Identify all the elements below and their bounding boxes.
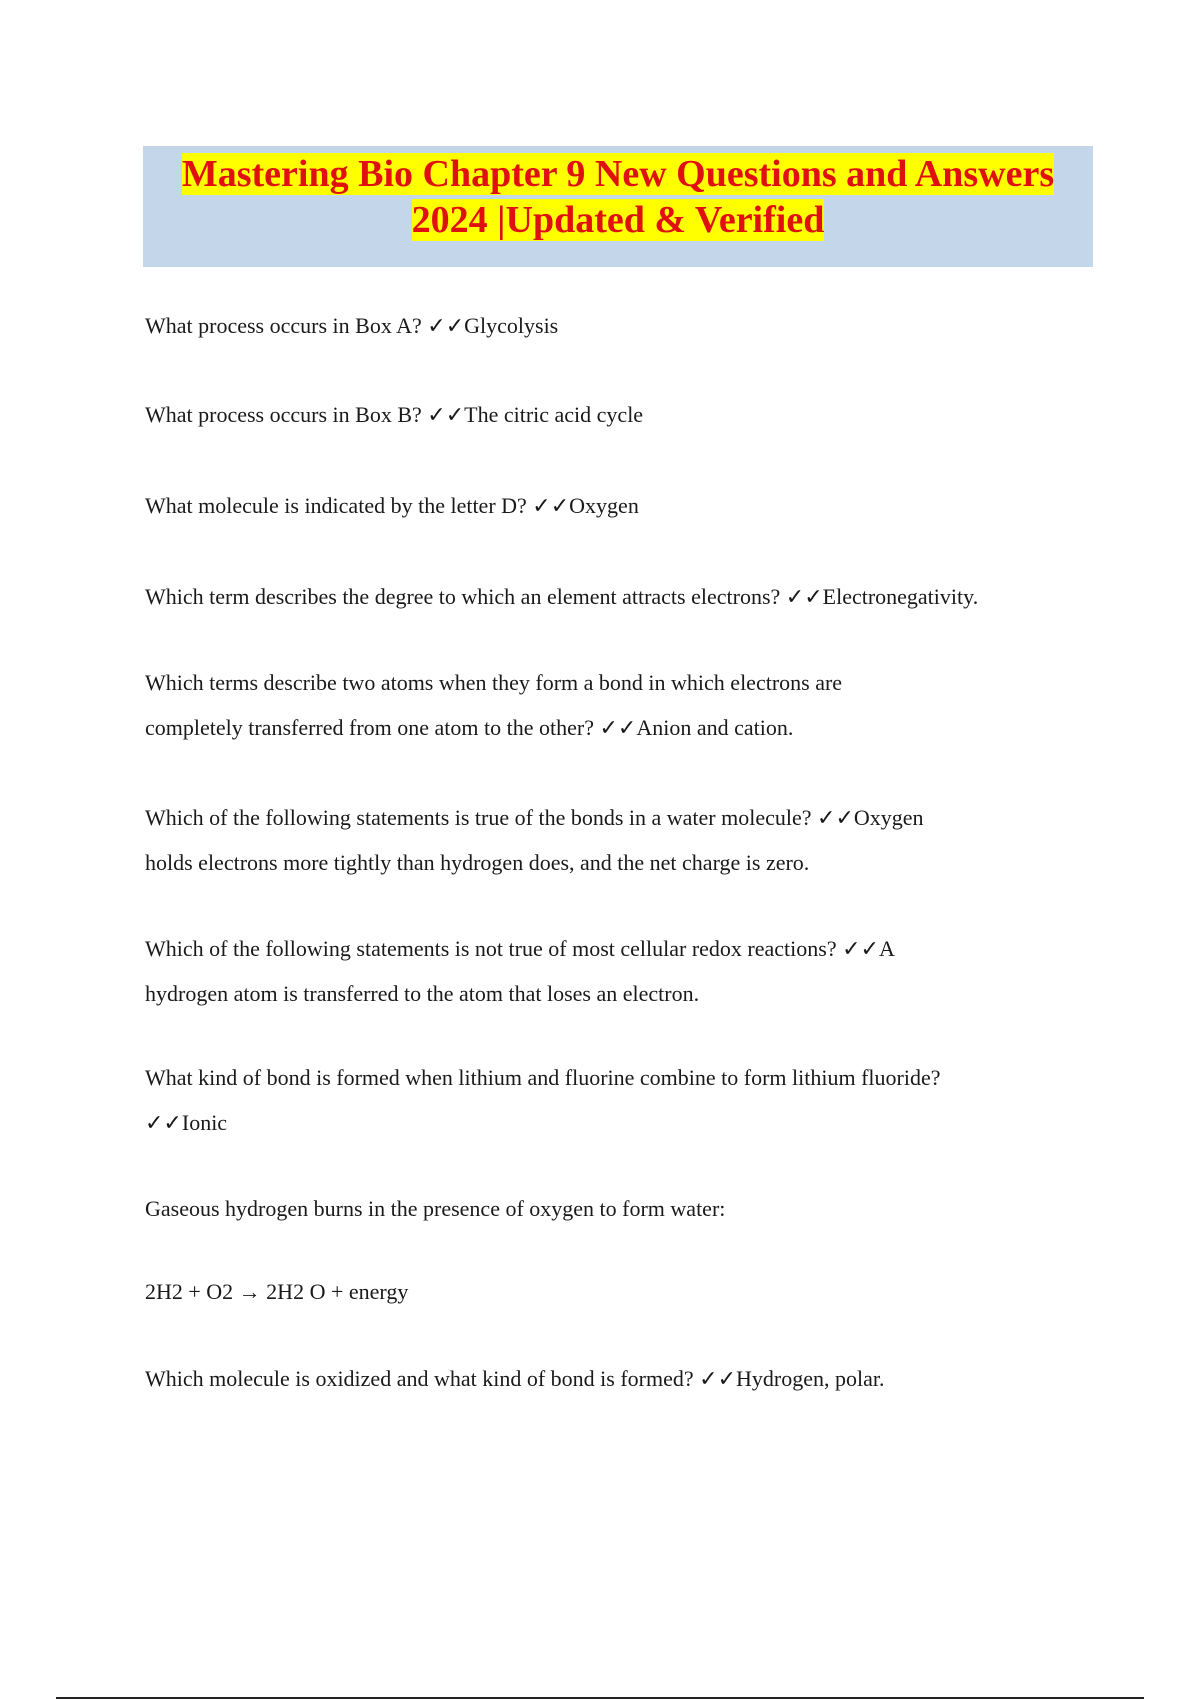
question-answer-line: Which of the following statements is not true of most cellular redox reactions? ✓✓A	[145, 936, 895, 961]
question-answer-line: ✓✓Ionic	[145, 1110, 228, 1135]
question-answer-line: completely transferred from one atom to the other? ✓✓Anion and cation.	[145, 715, 794, 740]
question-answer-line: Which term describes the degree to which an element attracts electrons? ✓✓Electronegativity.	[145, 584, 979, 609]
question-answer-line: Which of the following statements is true of the bonds in a water molecule? ✓✓Oxygen	[145, 805, 924, 830]
question-answer-line: What process occurs in Box A? ✓✓Glycolysis	[145, 313, 559, 338]
question-answer-line: What molecule is indicated by the letter D? ✓✓Oxygen	[145, 493, 639, 518]
document-title-line-1: Mastering Bio Chapter 9 New Questions and Answers	[181, 153, 1055, 195]
question-answer-line: holds electrons more tightly than hydrogen does, and the net charge is zero.	[145, 850, 810, 875]
question-answer-line: Which molecule is oxidized and what kind of bond is formed? ✓✓Hydrogen, polar.	[145, 1366, 885, 1391]
document-title-banner	[143, 146, 1093, 267]
question-answer-line: What process occurs in Box B? ✓✓The citric acid cycle	[145, 402, 644, 427]
equation-line: 2H2 + O2 → 2H2 O + energy	[145, 1279, 409, 1304]
question-answer-line: What kind of bond is formed when lithium and fluorine combine to form lithium fluoride?	[145, 1065, 941, 1090]
question-answer-line: Which terms describe two atoms when they form a bond in which electrons are	[145, 670, 843, 695]
question-answer-line: Gaseous hydrogen burns in the presence of oxygen to form water:	[145, 1196, 726, 1221]
document-title-line-2: 2024 |Updated & Verified	[411, 199, 825, 241]
question-answer-line: hydrogen atom is transferred to the atom that loses an electron.	[145, 981, 700, 1006]
footer-divider	[56, 1697, 1144, 1699]
